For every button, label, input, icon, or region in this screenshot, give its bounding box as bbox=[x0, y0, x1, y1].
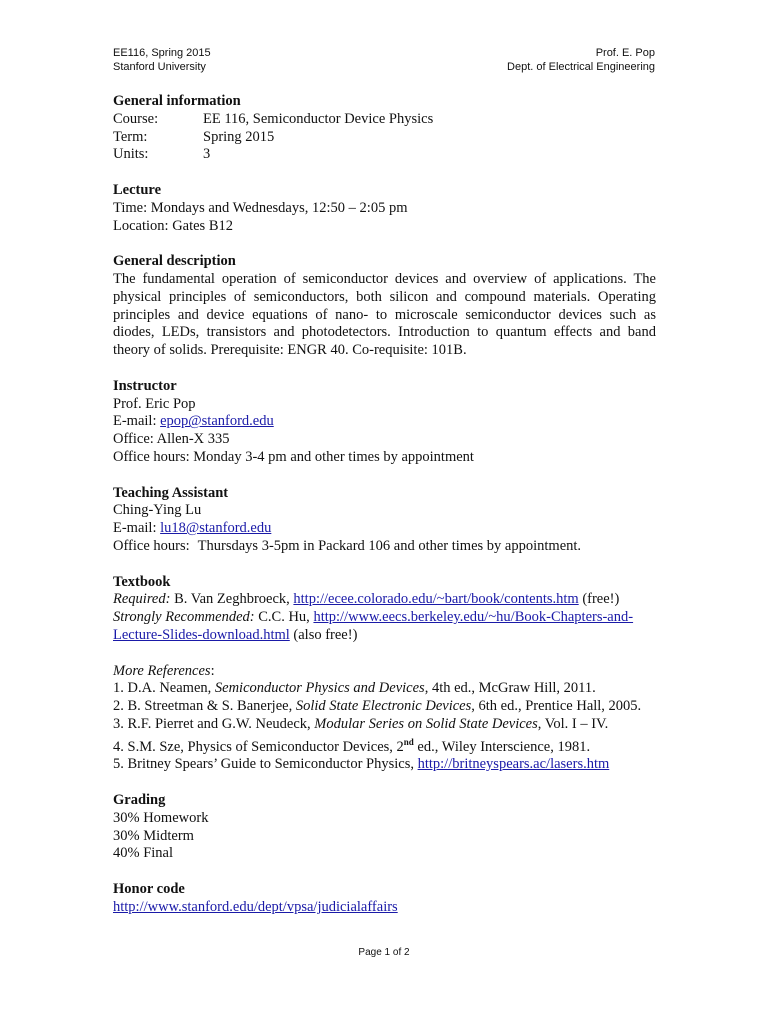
required-book-link[interactable]: http://ecee.colorado.edu/~bart/book/contents.htm bbox=[293, 591, 579, 608]
ta-hours-line bbox=[113, 538, 656, 556]
document-body bbox=[113, 93, 656, 916]
textbook-heading: Textbook bbox=[113, 573, 171, 590]
lecture-time: Time: Mondays and Wednesdays, 12:50 – 2:05 pm bbox=[113, 199, 408, 216]
ta-name: Ching-Ying Lu bbox=[113, 502, 202, 519]
reference-item bbox=[113, 680, 656, 698]
reference-item bbox=[113, 698, 656, 716]
info-value: EE 116, Semiconductor Device Physics bbox=[203, 110, 434, 127]
recommended-label: Strongly Recommended: bbox=[113, 609, 255, 626]
grading-item-homework: 30% Homework bbox=[113, 809, 209, 826]
required-text-line bbox=[113, 591, 656, 609]
email-label: E-mail: bbox=[113, 520, 161, 537]
recommended-text-line bbox=[113, 609, 656, 645]
university-label: Stanford University bbox=[113, 61, 206, 73]
reference-prefix: 4. S.M. Sze, Physics of Semiconductor Devices, 2 bbox=[113, 738, 404, 755]
reference-title: Modular Series on Solid State Devices bbox=[314, 715, 538, 732]
info-key: Term: bbox=[113, 128, 148, 145]
recommended-author: C.C. Hu, bbox=[254, 609, 314, 626]
reference-title: Semiconductor Physics and Devices bbox=[214, 680, 425, 697]
reference-suffix: , 4th ed., McGraw Hill, 2011. bbox=[424, 680, 596, 697]
lecture-section bbox=[113, 182, 656, 235]
info-row-course bbox=[113, 111, 656, 129]
reference-prefix: 2. B. Streetman & S. Banerjee, bbox=[113, 698, 296, 715]
ta-hours-value: Thursdays 3-5pm in Packard 106 and other times by appointment. bbox=[197, 537, 582, 554]
page-header-left bbox=[113, 46, 211, 74]
info-value: 3 bbox=[203, 146, 211, 163]
textbook-section bbox=[113, 574, 656, 645]
instructor-office: Office: Allen-X 335 bbox=[113, 431, 230, 448]
honor-link-line bbox=[113, 899, 656, 917]
department-label: Dept. of Electrical Engineering bbox=[507, 61, 655, 73]
lecture-location: Location: Gates B12 bbox=[113, 217, 234, 234]
required-note: (free!) bbox=[578, 591, 620, 608]
honor-section bbox=[113, 881, 656, 917]
reference-item bbox=[113, 734, 656, 757]
reference-item bbox=[113, 756, 656, 774]
ta-email-line bbox=[113, 520, 656, 538]
recommended-note: (also free!) bbox=[289, 626, 358, 643]
honor-code-link[interactable]: http://www.stanford.edu/dept/vpsa/judicialaffairs bbox=[113, 898, 398, 915]
reference-suffix: , Vol. I – IV. bbox=[537, 715, 609, 732]
grading-heading: Grading bbox=[113, 791, 166, 808]
reference-prefix: 1. D.A. Neamen, bbox=[113, 680, 215, 697]
professor-label: Prof. E. Pop bbox=[595, 47, 655, 59]
info-key: Units: bbox=[113, 146, 149, 163]
reference-title: Solid State Electronic Devices bbox=[295, 698, 472, 715]
description-heading: General description bbox=[113, 253, 236, 270]
info-key: Course: bbox=[113, 110, 159, 127]
required-author: B. Van Zeghbroeck, bbox=[170, 591, 294, 608]
reference-item bbox=[113, 716, 656, 734]
page-header-right bbox=[507, 46, 655, 74]
instructor-hours: Office hours: Monday 3-4 pm and other times by appointment bbox=[113, 448, 474, 465]
email-label: E-mail: bbox=[113, 413, 161, 430]
reference-suffix: , 6th ed., Prentice Hall, 2005. bbox=[471, 698, 642, 715]
honor-heading: Honor code bbox=[113, 880, 185, 897]
description-text: The fundamental operation of semiconductor devices and overview of applications. The physical principles of semiconductors, both silicon and compound materials. Operating principles and device equations of nano- to microscale semiconductor devices such as diodes, LEDs, transistors and photodetectors. Introduction to quantum effects and band theory of solids. Prerequisite: ENGR 40. Co-requisite: 101B. bbox=[113, 270, 656, 359]
description-section bbox=[113, 253, 656, 360]
references-colon: : bbox=[210, 662, 215, 679]
general-info-section bbox=[113, 93, 656, 164]
instructor-heading: Instructor bbox=[113, 377, 177, 394]
reference-superscript: nd bbox=[403, 736, 414, 747]
ta-hours-label: Office hours: bbox=[113, 537, 190, 554]
grading-section bbox=[113, 792, 656, 863]
instructor-email-link[interactable]: epop@stanford.edu bbox=[160, 413, 274, 430]
grading-item-midterm: 30% Midterm bbox=[113, 827, 194, 844]
reference-link[interactable]: http://britneyspears.ac/lasers.htm bbox=[417, 756, 610, 773]
page-footer: Page 1 of 2 bbox=[358, 947, 410, 958]
required-label: Required: bbox=[113, 591, 171, 608]
info-row-term bbox=[113, 129, 656, 147]
recommended-book-link[interactable]: http://www.eecs.berkeley.edu/~hu/Book-Chapters-and-Lecture-Slides-download.html bbox=[113, 609, 634, 643]
ta-heading: Teaching Assistant bbox=[113, 484, 229, 501]
course-term-label: EE116, Spring 2015 bbox=[113, 47, 211, 59]
instructor-name: Prof. Eric Pop bbox=[113, 395, 196, 412]
references-heading-line bbox=[113, 663, 656, 681]
grading-item-final: 40% Final bbox=[113, 845, 174, 862]
reference-suffix: ed., Wiley Interscience, 1981. bbox=[413, 738, 591, 755]
ta-email-link[interactable]: lu18@stanford.edu bbox=[160, 520, 272, 537]
references-section bbox=[113, 663, 656, 775]
references-heading: More References bbox=[113, 662, 211, 679]
instructor-email-line bbox=[113, 413, 656, 431]
instructor-section bbox=[113, 378, 656, 467]
lecture-heading: Lecture bbox=[113, 181, 162, 198]
info-value: Spring 2015 bbox=[203, 128, 275, 145]
reference-prefix: 5. Britney Spears’ Guide to Semiconductor Physics, bbox=[113, 756, 418, 773]
general-info-heading: General information bbox=[113, 93, 241, 109]
reference-prefix: 3. R.F. Pierret and G.W. Neudeck, bbox=[113, 715, 315, 732]
ta-section bbox=[113, 485, 656, 556]
info-row-units bbox=[113, 146, 656, 164]
